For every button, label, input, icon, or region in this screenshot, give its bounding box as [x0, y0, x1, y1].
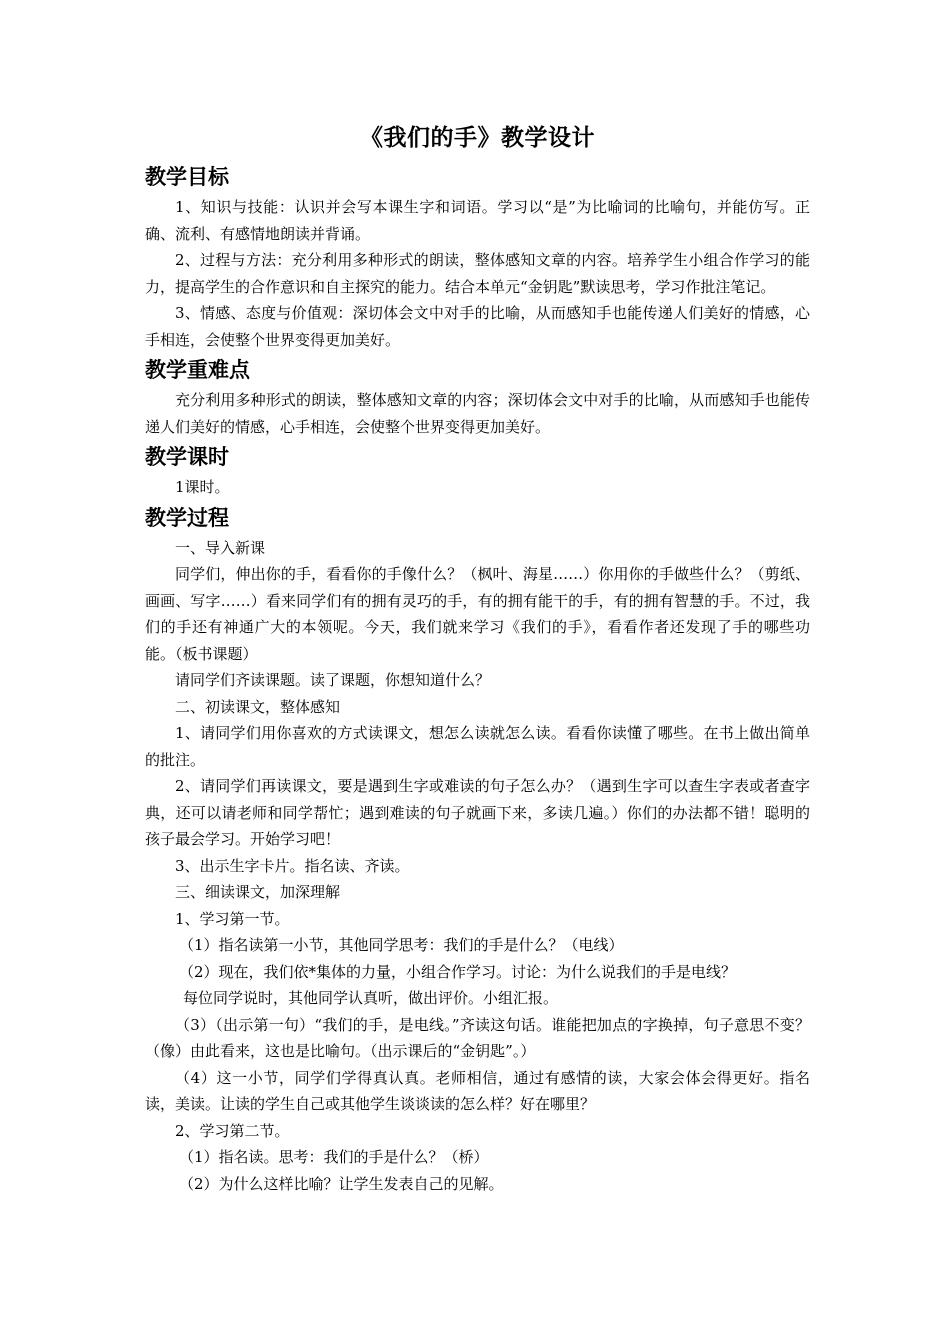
process-part3-sub1: 1、学习第一节。 [175, 909, 290, 928]
process-part2-title: 二、初读课文，整体感知 [175, 697, 341, 716]
process-part2-item2: 2、请同学们再读课文，要是遇到生字或难读的句子怎么办？（遇到生字可以查生字表或者查字典，还可以请老师和同学帮忙；遇到难读的句子就画下来，多读几遍。）你们的办法都不错！聪明的孩子最会学习。开始学习吧！ [145, 777, 810, 848]
objective-item-3: 3、情感、态度与价值观：深切体会文中对手的比喻，从而感知手也能传递人们美好的情感，心手相连，会使整个世界变得更加美好。 [145, 304, 810, 349]
process-part3-s2-1: （1）指名读。思考：我们的手是什么？（桥） [179, 1148, 489, 1166]
section-heading-key-points: 教学重难点 [145, 358, 250, 382]
process-part1-text: 同学们，伸出你的手，看看你的手像什么？（枫叶、海星……）你用你的手做些什么？（剪纸、画画、写字……）看来同学们有的拥有灵巧的手，有的拥有能干的手，有的拥有智慧的手。不过，我们的手还有神通广大的本领呢。今天，我们就来学习《我们的手》，看看作者还发现了手的哪些功能。（板书课题） [145, 565, 810, 663]
objective-item-2: 2、过程与方法：充分利用多种形式的朗读，整体感知文章的内容。培养学生小组合作学习的能力，提高学生的合作意识和自主探究的能力。结合本单元“金钥匙”默读思考，学习作批注笔记。 [145, 251, 810, 296]
objective-item-1: 1、知识与技能：认识并会写本课生字和词语。学习以“是”为比喻词的比喻句，并能仿写。正确、流利、有感情地朗读并背诵。 [145, 198, 810, 243]
section-heading-process: 教学过程 [145, 505, 229, 530]
process-part1-title: 一、导入新课 [175, 538, 266, 557]
process-part3-sub2: 2、学习第二节。 [175, 1121, 290, 1140]
process-part3-s1-3: （3）（出示第一句）“我们的手，是电线。”齐读这句话。谁能把加点的字换掉，句子意思不变？（像）由此看来，这也是比喻句。（出示课后的“金钥匙”。） [145, 1015, 810, 1060]
document-title: 《我们的手》教学设计 [360, 125, 595, 151]
process-part3-title: 三、细读课文，加深理解 [175, 883, 341, 901]
key-points-text: 充分利用多种形式的朗读，整体感知文章的内容；深切体会文中对手的比喻，从而感知手也能传递人们美好的情感，心手相连，会使整个世界变得更加美好。 [145, 391, 810, 436]
process-part3-s2-2: （2）为什么这样比喻？让学生发表自己的见解。 [179, 1174, 504, 1193]
process-part3-s1-4: （4）这一小节，同学们学得真认真。老师相信，通过有感情的读，大家会体会得更好。指名读，美读。让读的学生自己或其他学生谈谈读的怎么样？好在哪里？ [145, 1068, 810, 1113]
process-part2-item1: 1、请同学们用你喜欢的方式读课文，想怎么读就怎么读。看看你读懂了哪些。在书上做出简单的批注。 [145, 724, 810, 769]
section-heading-objectives: 教学目标 [145, 165, 229, 189]
document-body [145, 118, 810, 1197]
process-part3-s1-1: （1）指名读第一小节，其他同学思考：我们的手是什么？（电线） [179, 936, 624, 954]
duration-text: 1课时。 [175, 478, 230, 496]
section-heading-duration: 教学课时 [145, 445, 229, 469]
process-part3-s1-2: （2）现在，我们依*集体的力量，小组合作学习。讨论：为什么说我们的手是电线？ [179, 962, 737, 981]
process-part2-item3: 3、出示生字卡片。指名读、齐读。 [175, 856, 410, 875]
process-part1-follow: 请同学们齐读课题。读了课题，你想知道什么？ [175, 671, 491, 689]
process-part3-s1-2b: 每位同学说时，其他同学认真听，做出评价。小组汇报。 [183, 989, 559, 1007]
